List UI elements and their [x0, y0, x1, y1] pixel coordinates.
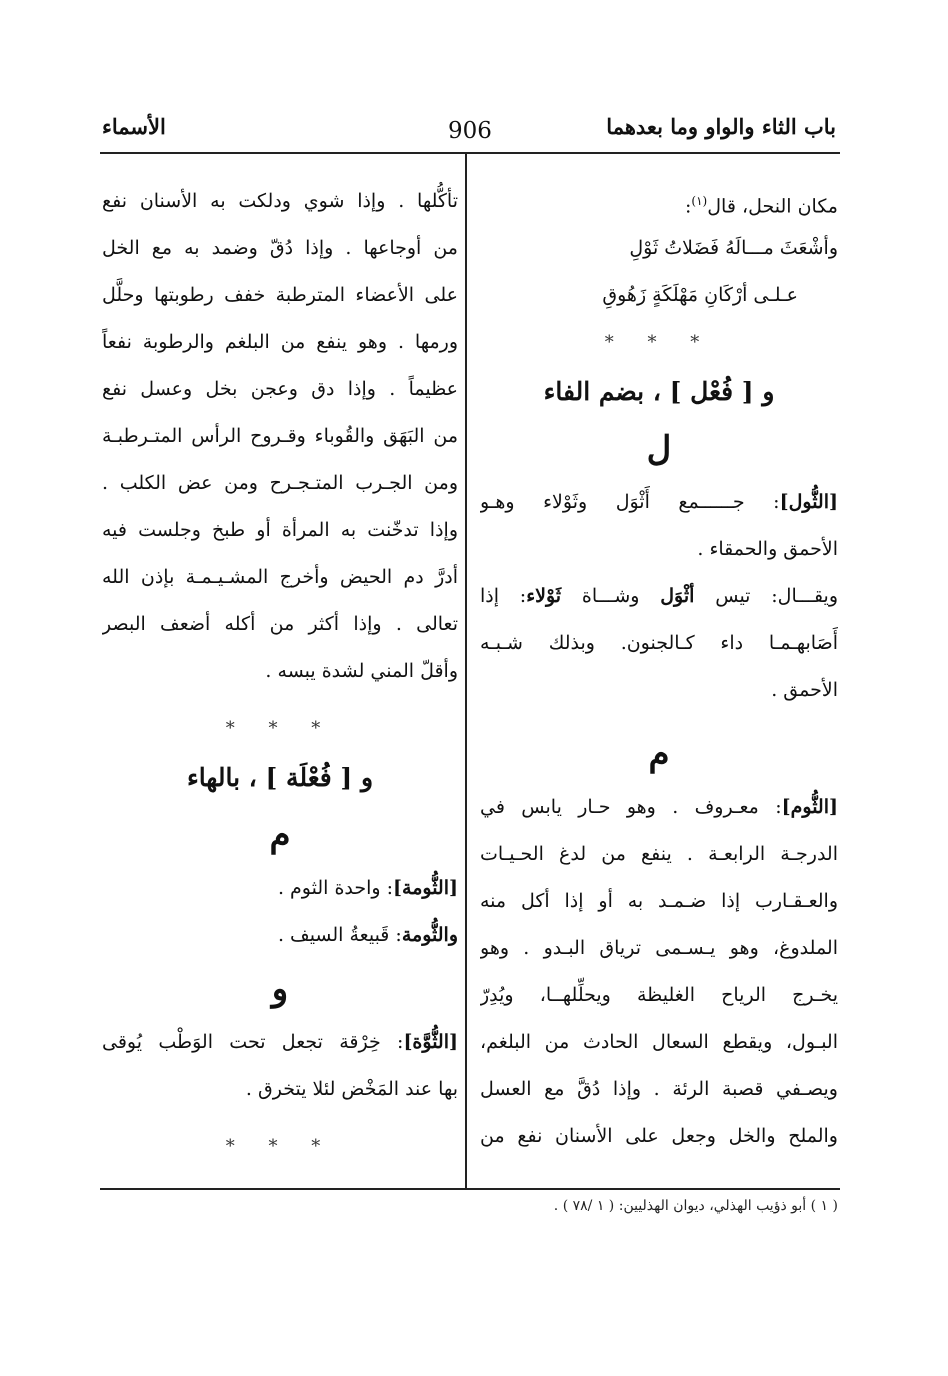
entry-yuqal-line3: الأحمق . — [771, 679, 838, 701]
chapter-header: باب الثاء والواو وما بعدهما — [606, 114, 836, 139]
entry-keyword: [الثُّومة] — [393, 877, 458, 899]
entry-text: : معـروف . وهو حـار يابس في — [480, 796, 782, 818]
entry-thuwwa-line2: بها عند المَخْض لئلا يتخرق . — [245, 1078, 458, 1100]
letter-heading-lam: ل — [646, 429, 672, 469]
right-column — [480, 178, 838, 1160]
text-line: تأكُّلها . وإذا شوي ودلكت به الأسنان نفع — [102, 190, 458, 212]
intro-line — [480, 178, 838, 225]
entry-text: : جــــــمع أَثْوَل وثَوْلاء وهـو — [480, 491, 780, 513]
entry-keyword: [الثُّوَّة] — [403, 1031, 458, 1053]
text-line: ورمها . وهو ينفع من البلغم والرطوبة نفعاً — [102, 331, 458, 353]
verse-line-1: وأشْعَثَ مـــالَهُ فَضَلاتُ ثَوْلِ — [629, 237, 838, 259]
entry-text: : قَبيعةُ السيف . — [277, 924, 402, 946]
text-line: والملح والخل وجعل على الأسنان نفع من — [480, 1125, 838, 1147]
text-line: وإذا تدخّنت به المرأة أو طبخ وجلست فيه — [102, 519, 458, 541]
entry-text: ويقـــال: تيس — [715, 585, 838, 607]
entry-keyword: أثْوَل — [660, 585, 695, 607]
entry-keyword: ثَوْلاء — [526, 585, 562, 607]
entry-yuqal — [480, 573, 838, 620]
entry-text: : واحدة الثوم . — [277, 877, 394, 899]
text-line: أدرَّ دم الحيض وأخرج المشـيـمـة بإذن الله — [102, 566, 458, 588]
text-line: من أوجاعها . وإذا دُقّ وضمد به مع الخل — [102, 237, 458, 259]
letter-heading-mim: م — [648, 734, 670, 774]
text-line: وأقلّ المني لشدة يبسه . — [265, 660, 458, 682]
section-header: الأسماء — [102, 114, 166, 139]
entry-thuma — [102, 865, 458, 912]
text-line: البـول، ويقطع السعال الحادث من البلغم، — [480, 1031, 838, 1053]
entry-thuma-2 — [102, 912, 458, 959]
section-heading-fuel: و [ فُعْل ] ، بضم الفاء — [543, 377, 775, 406]
entry-text: : خِرْقة تجعل تحت الوَطْب يُوقى — [102, 1031, 404, 1053]
text-line: يخـرج الرياح الغليظة ويحلِّلهــا، ويُدِرّ — [480, 984, 838, 1006]
separator-stars: * * * — [225, 1136, 335, 1157]
column-divider — [465, 154, 467, 1188]
text-line: والعـقـارب إذا ضـمـد به أو إذا أكل منه — [480, 890, 838, 912]
entry-yuqal-line2: أَصَابهـمـا داء كـالجنون. وبذلك شـبـه — [480, 632, 838, 654]
page-number: 906 — [448, 118, 492, 144]
text-line: عظيماً . وإذا دق وعجن بخل وعسل نفع — [102, 378, 458, 400]
spacer — [102, 695, 458, 705]
separator-stars: * * * — [604, 332, 714, 353]
separator-stars: * * * — [225, 718, 335, 739]
entry-thuwwa — [102, 1019, 458, 1066]
footnote-rule — [100, 1188, 840, 1190]
entry-keyword: [الثُّول] — [779, 491, 838, 513]
text-line: الدرجـة الرابعـة . ينفع من لدغ الحـيـات — [480, 843, 838, 865]
intro-colon: : — [685, 195, 692, 218]
header-rule — [100, 152, 840, 154]
text-line: تعالى . وإذا أكثر من أكله أضعف البصر — [102, 613, 458, 635]
section-heading-fuela: و [ فُعْلَة ] ، بالهاء — [186, 763, 374, 792]
entry-text: : إذا — [480, 585, 527, 607]
entry-thum — [480, 784, 838, 831]
letter-heading-waw: و — [271, 969, 289, 1009]
entry-thul-line2: الأحمق والحمقاء . — [697, 538, 838, 560]
spacer — [480, 714, 838, 724]
text-line: الملدوغ، وهو يـسـمى ترياق البـدو . وهو — [480, 937, 838, 959]
entry-keyword: [الثُّوم] — [781, 796, 838, 818]
left-column — [102, 178, 458, 1169]
intro-text: مكان النحل، قال — [707, 195, 838, 218]
entry-thul — [480, 479, 838, 526]
text-line: على الأعضاء المترطبة خفف رطوبتها وحلَّل — [102, 284, 458, 306]
verse-line-2: عـلـى أرْكَانِ مَهْلَكَةٍ زَهُوقِ — [602, 284, 798, 306]
letter-heading-mim: م — [269, 815, 291, 855]
text-line: من البَهَق والقُوباء وقـروح الرأس المتـرطبـة — [102, 425, 458, 447]
footnote-ref: (١) — [691, 194, 708, 208]
spacer — [102, 1113, 458, 1123]
footnote: ( ١ ) أبو ذؤيب الهذلي، ديوان الهذليين: ( ١ /٧٨ ) . — [553, 1198, 838, 1214]
entry-keyword: والثُّومة — [401, 924, 458, 946]
text-line: ومن الجـرب المتـجـرح ومن عض الكلب . — [102, 472, 458, 494]
entry-text: وشـــاة — [581, 585, 640, 607]
text-line: ويصـفي قصبة الرئة . وإذا دُقَّ مع العسل — [480, 1078, 838, 1100]
